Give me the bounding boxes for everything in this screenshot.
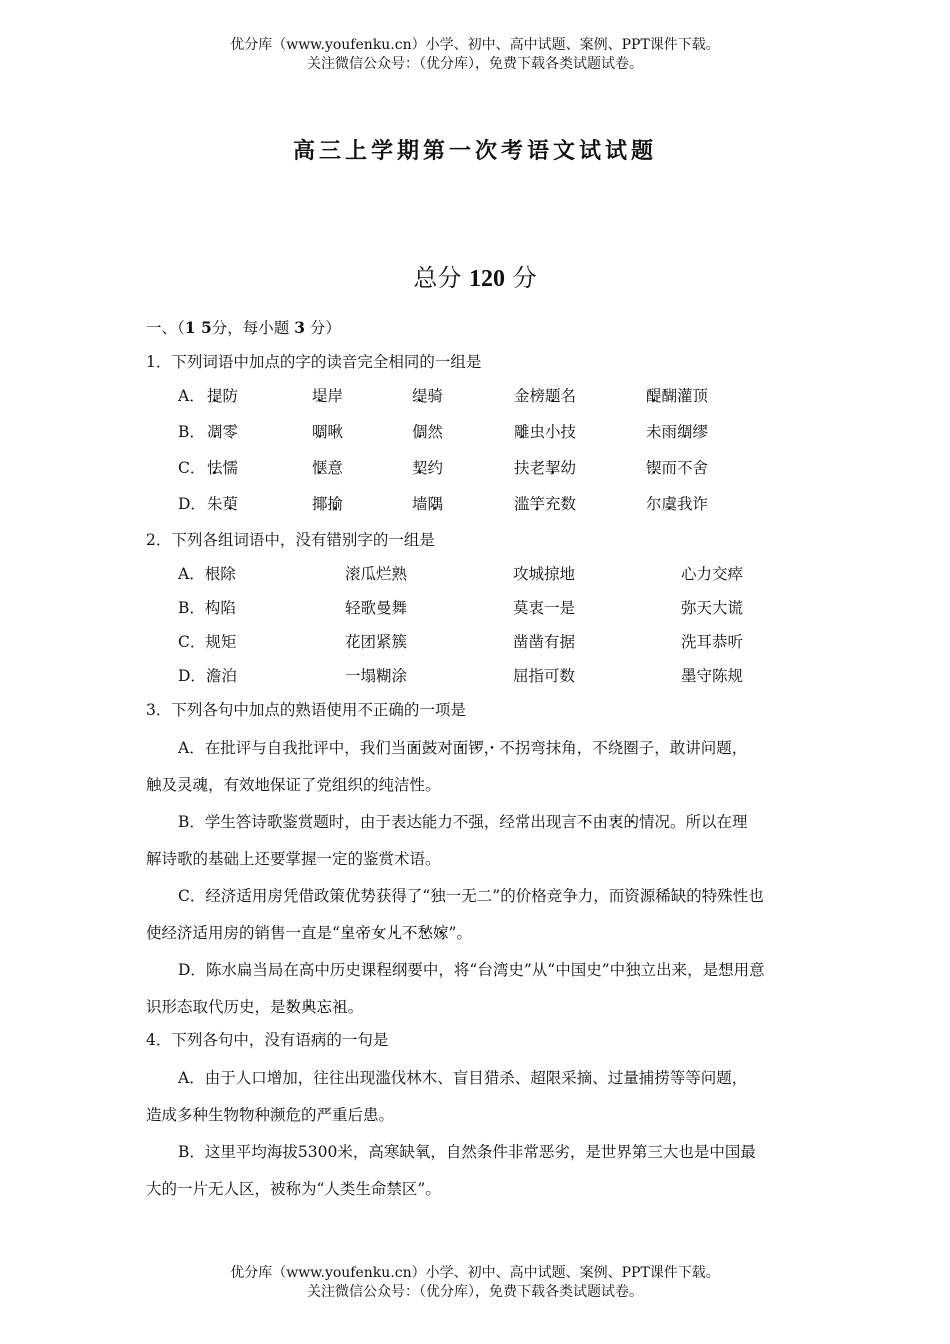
option-word: 弥天大谎: [681, 599, 744, 617]
dotted-char: 隅: [427, 495, 444, 513]
word-part: 幼: [560, 459, 577, 477]
option-word: 一塌糊涂: [345, 667, 408, 685]
header-line-1: 优分库（www.youfenku.cn）小学、初中、高中试题、案例、PPT课件下载。: [230, 37, 720, 53]
word: [207, 418, 238, 446]
word: [412, 490, 443, 518]
dotted-char: 嫁 •: [433, 924, 449, 942]
word: [514, 490, 576, 518]
dotted-char: 数 •: [286, 998, 302, 1016]
q3-option-d-cont: [146, 989, 810, 1026]
text: A．在批评与自我批评中，我们: [178, 739, 391, 757]
word-rest: 而不舍: [661, 459, 709, 477]
option-word: D．澹泊: [178, 667, 237, 685]
section-score: 1 5: [184, 318, 212, 337]
dotted-char: 面 •: [406, 739, 422, 757]
dotted-char: 契: [412, 459, 428, 477]
section-mid: 分，每小题: [211, 319, 290, 337]
section-1-heading: [146, 314, 810, 348]
dotted-char: 衷 •: [608, 813, 624, 831]
dotted-char: 愁 •: [418, 924, 434, 942]
dotted-idiom: [340, 924, 449, 942]
total-score-value: 120: [469, 266, 505, 292]
word-part: 未雨: [646, 423, 678, 441]
dotted-char: 当 •: [391, 739, 407, 757]
text: 。: [347, 998, 364, 1016]
question-1-stem: 1．下列词语中加点的字的读音完全相同的一组是: [146, 353, 482, 371]
dotted-char: 凋: [207, 423, 223, 441]
word: [646, 382, 708, 410]
q3-option-d: D．陈水扁当局在高中历史课程纲要中，将“台湾史”从“中国史”中独立出来，是想用意: [178, 961, 765, 979]
dotted-char: 锣 •: [468, 739, 484, 757]
q4-option-a-cont: 造成多种生物物种濒危的严重后患。: [146, 1106, 395, 1124]
word-part: 扶老: [514, 459, 546, 477]
word: [514, 382, 576, 410]
text: B．学生答诗歌鉴赏题时，由于表达能力不强，经常出现: [178, 813, 562, 831]
dotted-char: 儿 •: [386, 924, 402, 942]
dotted-char: 对 •: [437, 739, 453, 757]
dotted-char: 竽: [529, 495, 546, 513]
dotted-char: 鼓 •: [422, 739, 438, 757]
dotted-char: 惬: [312, 459, 328, 477]
option-word: 莫衷一是: [513, 599, 576, 617]
q3-option-b-cont: 解诗歌的基础上还要掌握一定的鉴赏术语。: [146, 850, 441, 868]
word: [312, 490, 343, 518]
word-part: 尔: [646, 495, 662, 513]
footer-line-2: 关注微信公众号：（优分库），免费下载各类试题试卷。: [307, 1284, 643, 1300]
dotted-char: 绸: [677, 423, 693, 441]
word-rest: 约: [427, 459, 444, 477]
word: [312, 454, 343, 482]
dotted-char: 不 •: [402, 924, 418, 942]
question-4-stem: 4．下列各句中，没有语病的一句是: [146, 1031, 389, 1049]
page-footer: [0, 1264, 950, 1302]
option-word: 攻城掠地: [513, 565, 576, 583]
q3-option-c-cont: [146, 915, 810, 952]
q4-option-b: B．这里平均海拔5300米，高寒缺氧，自然条件非常恶劣，是世界第三大也是中国最: [178, 1143, 756, 1161]
option-word: 花团紧簇: [345, 633, 408, 651]
dotted-char: 面 •: [453, 739, 469, 757]
option-word: C．规矩: [178, 633, 237, 651]
text: 识形态取代历史，是: [146, 998, 286, 1016]
word: [312, 382, 343, 410]
word-part: 名: [560, 387, 577, 405]
word-part: 缪: [692, 423, 709, 441]
dotted-idiom: [391, 739, 484, 757]
exam-content: [146, 314, 810, 1208]
word-rest: 虫小技: [529, 423, 577, 441]
dotted-char: 忘 •: [317, 998, 333, 1016]
dotted-char: 祖 •: [332, 998, 348, 1016]
q1-option-b: [146, 418, 810, 454]
dotted-char: 皇 •: [340, 924, 356, 942]
dotted-char: 雕: [514, 423, 530, 441]
option-word: 凿凿有据: [513, 633, 576, 651]
q4-option-a: A．由于人口增加，往往出现滥伐林木、盲目猎杀、超限采摘、过量捕捞等等问题，: [178, 1069, 748, 1087]
question-3-stem: 3．下列各句中加点的熟语使用不正确的一项是: [146, 701, 466, 719]
word-part: 金榜: [514, 387, 546, 405]
q4-option-b-cont: 大的一片无人区，被称为“人类生命禁区”。: [146, 1180, 441, 1198]
text: ，不拐弯抹角，不绕圈子，敢讲问题，: [483, 739, 748, 757]
option-word: B．构陷: [178, 599, 236, 617]
total-prefix: 总分: [413, 264, 462, 292]
q3-option-b: [146, 804, 810, 841]
dotted-char: 言 •: [561, 813, 577, 831]
word-part: 充数: [545, 495, 577, 513]
q3-option-a: [146, 730, 810, 767]
dotted-char: 虞: [661, 495, 678, 513]
q2-option-c: [146, 628, 810, 662]
dotted-char: 女 •: [371, 924, 387, 942]
section-prefix: 一、（: [146, 319, 185, 337]
word-part: 我诈: [677, 495, 709, 513]
option-word: 墨守陈规: [681, 667, 744, 685]
option-word: 轻歌曼舞: [345, 599, 408, 617]
word: [412, 382, 443, 410]
page-header: [0, 36, 950, 74]
word: [646, 490, 708, 518]
dotted-char: 揄: [327, 495, 344, 513]
word-rest: 岸: [327, 387, 344, 405]
q2-option-a: [146, 560, 810, 594]
dotted-idiom: [286, 998, 348, 1016]
q3-option-c: C．经济适用房凭借政策优势获得了“独一无二”的价格竞争力，而资源稀缺的特殊性也: [178, 887, 764, 905]
option-word: 洗耳恭听: [681, 633, 744, 651]
dotted-char: 典 •: [301, 998, 317, 1016]
question-2-stem: 2．下列各组词语中，没有错别字的一组是: [146, 531, 435, 549]
word: [514, 454, 576, 482]
dotted-char: 怯: [207, 459, 223, 477]
total-suffix: 分: [512, 264, 537, 292]
dotted-char: 醍: [646, 387, 662, 405]
word-part: 滥: [514, 495, 530, 513]
dotted-char: 由 •: [592, 813, 608, 831]
dotted-char: 堤: [312, 387, 328, 405]
q1-option-d: [146, 490, 810, 526]
word: [207, 490, 238, 518]
word-part: 墙: [412, 495, 428, 513]
dotted-char: 锲: [646, 459, 662, 477]
word: [207, 382, 238, 410]
dotted-char: 倜: [412, 423, 428, 441]
word-rest: 零: [222, 423, 239, 441]
option-label: A．: [178, 387, 205, 405]
option-word: 心力交瘁: [681, 565, 744, 583]
option-label: B．: [178, 423, 205, 441]
word: [646, 454, 708, 482]
dotted-char: 不 •: [577, 813, 593, 831]
footer-line-1: 优分库（www.youfenku.cn）小学、初中、高中试题、案例、PPT课件下载。: [230, 1265, 720, 1281]
section-suffix: 分）: [309, 319, 341, 337]
dotted-char: 挈: [545, 459, 561, 477]
header-line-2: 关注微信公众号：（优分库），免费下载各类试题试卷。: [307, 56, 643, 72]
q2-option-d: [146, 662, 810, 696]
word-part: 朱: [207, 495, 223, 513]
option-label: D．: [178, 495, 206, 513]
word: [646, 418, 708, 446]
word-rest: 醐灌顶: [661, 387, 709, 405]
word: [514, 418, 576, 446]
word-rest: 然: [427, 423, 444, 441]
word-rest: 骑: [427, 387, 444, 405]
dotted-idiom: [561, 813, 623, 831]
dotted-char: 缇: [412, 387, 428, 405]
text: 的情况。所以在理: [623, 813, 748, 831]
word: [312, 418, 343, 446]
option-word: 滚瓜烂熟: [345, 565, 408, 583]
dotted-char: 帝 •: [355, 924, 371, 942]
word: [207, 454, 238, 482]
q3-option-a-cont: 触及灵魂，有效地保证了党组织的纯洁性。: [146, 776, 441, 794]
q1-option-c: [146, 454, 810, 490]
option-word: A．根除: [178, 565, 236, 583]
exam-title: 高三上学期第一次考语文试试题: [292, 138, 657, 164]
dotted-char: 提: [207, 387, 223, 405]
dotted-char: 题: [545, 387, 561, 405]
word-rest: 防: [222, 387, 239, 405]
option-word: 屈指可数: [513, 667, 576, 685]
word-rest: 啾: [327, 423, 344, 441]
word-rest: 懦: [222, 459, 239, 477]
dotted-char: 萸: [222, 495, 239, 513]
word-rest: 意: [327, 459, 344, 477]
q2-option-b: [146, 594, 810, 628]
option-label: C．: [178, 459, 206, 477]
q1-option-a: [146, 382, 810, 418]
total-score: [0, 258, 950, 293]
text: ”。: [448, 924, 472, 942]
word: [412, 454, 443, 482]
section-each-score: 3: [294, 318, 305, 337]
dotted-char: 啁: [312, 423, 328, 441]
word: [412, 418, 443, 446]
word-part: 揶: [312, 495, 328, 513]
text: 使经济适用房的销售一直是“: [146, 924, 340, 942]
